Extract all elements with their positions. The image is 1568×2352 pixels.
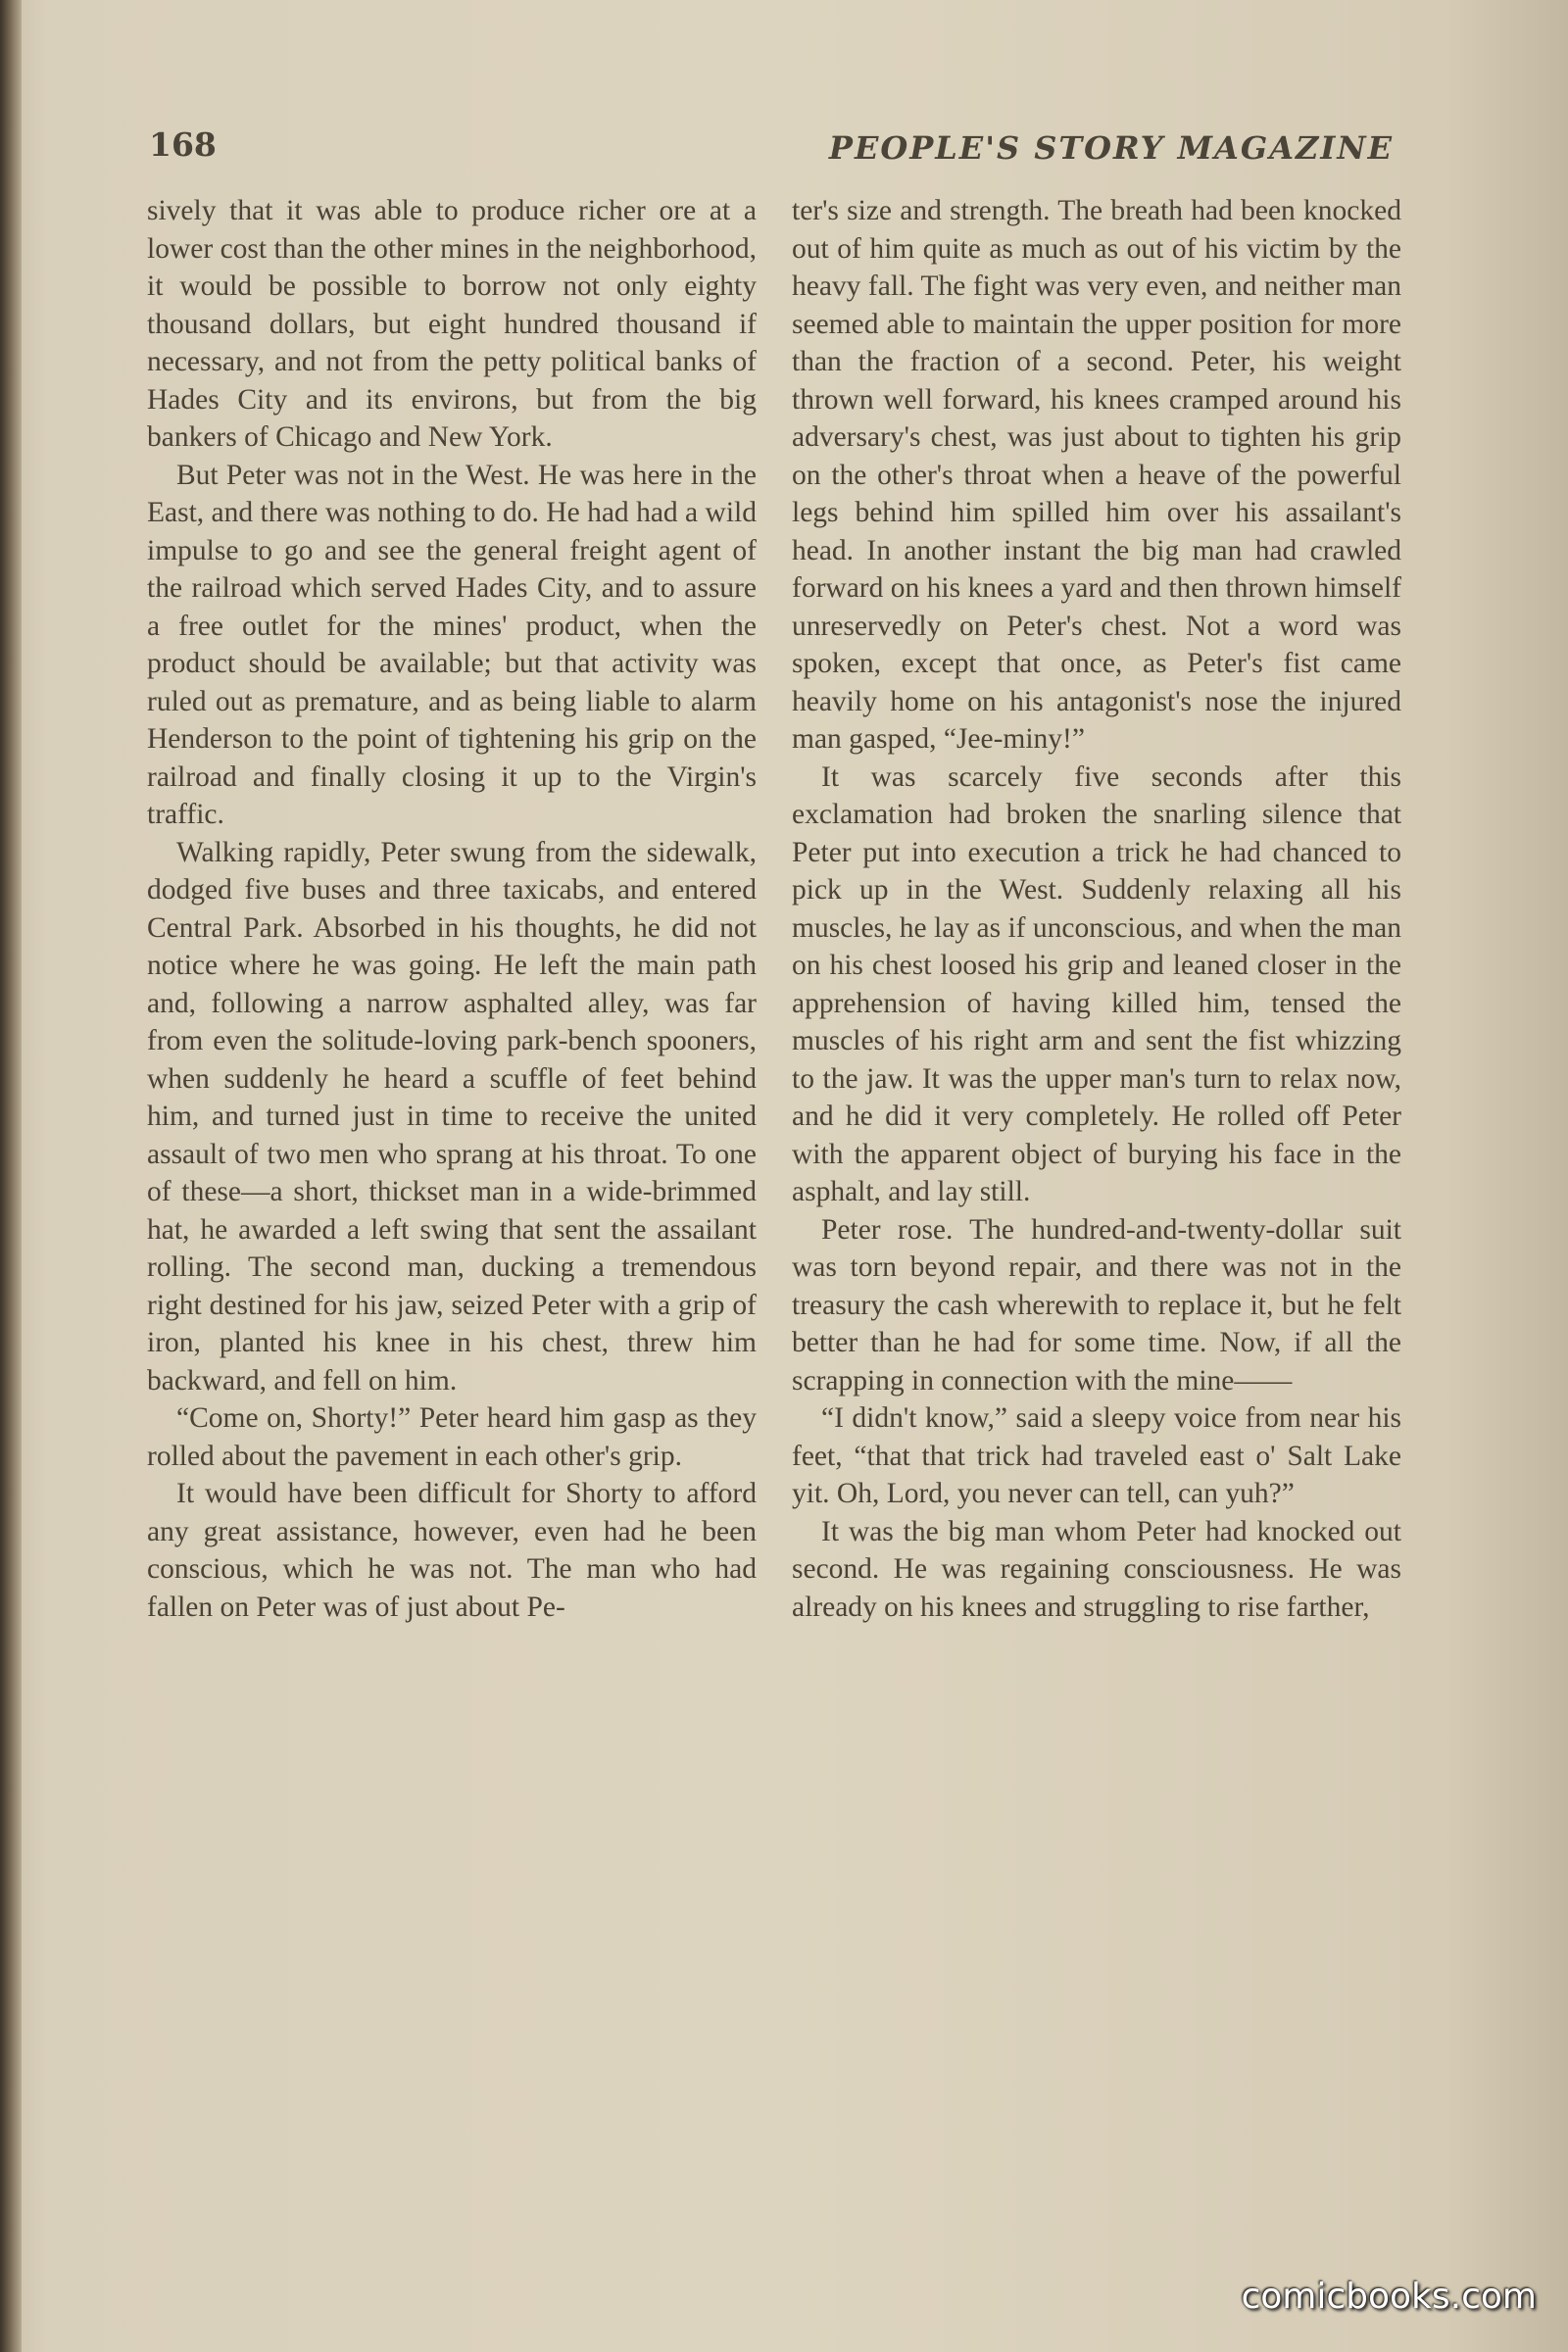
paragraph: It was scarcely five seconds after this exclamation had broken the snarling silence that Peter put into execution a trick he had chanced to pick up in the West. Suddenly relaxing all his muscles, he lay as if unconscious, and when the man on his chest loosed his grip and leaned closer in the apprehension of having killed him, tensed the muscles of his right arm and sent the fist whizzing to the jaw. It was the upper man's turn to relax now, and he did it very completely. He rolled off Peter with the apparent object of burying his face in the asphalt, and lay still. [792,760,1401,1207]
paragraph: sively that it was able to produce richer ore at a lower cost than the other mines in the neighborhood, it would be possible to borrow not only eighty thousand dollars, but eight hundred thousand if necessary, and not from the petty political banks of Hades City and its environs, but from the big bankers of Chicago and New York. [147,195,757,453]
paragraph: But Peter was not in the West. He was here in the East, and there was nothing to do. He had had a wild impulse to go and see the general freight agent of the railroad which served Hades City, and to assure a free outlet for the mines' product, when the product should be available; but that activity was ruled out as premature, and as being liable to alarm Henderson to the point of tightening his grip on the railroad and finally closing it up to the Virgin's traffic. [147,459,757,830]
left-text-column [147,192,757,1626]
page-binding-edge [0,0,22,2352]
running-head: PEOPLE'S STORY MAGAZINE [828,129,1394,167]
paragraph: “I didn't know,” said a sleepy voice from near his feet, “that that trick had traveled east o' Salt Lake yit. Oh, Lord, you never can tell, can yuh?” [792,1402,1401,1509]
page-number: 168 [149,125,217,164]
paragraph: “Come on, Shorty!” Peter heard him gasp as they rolled about the pavement in each other's grip. [147,1402,757,1472]
paragraph: Walking rapidly, Peter swung from the sidewalk, dodged five buses and three taxicabs, and entered Central Park. Absorbed in his thoughts, he did not notice where he was going. He left the main path and, following a narrow asphalted alley, was far from even the solitude-loving park-bench spooners, when suddenly he heard a scuffle of feet behind him, and turned just in time to receive the united assault of two men who sprang at his throat. To one of these—a short, thickset man in a wide-brimmed hat, he awarded a left swing that sent the assailant rolling. The second man, ducking a tremendous right destined for his jaw, seized Peter with a grip of iron, planted his knee in his chest, threw him backward, and fell on him. [147,836,757,1396]
paragraph: Peter rose. The hundred-and-twenty-dollar suit was torn beyond repair, and there was not in the treasury the cash wherewith to replace it, but he felt better than he had for some time. Now, if all the scrapping in connection with the mine—— [792,1213,1401,1396]
paragraph: It was the big man whom Peter had knocked out second. He was regaining consciousness. He was already on his knees and struggling to rise farther, [792,1515,1401,1623]
paragraph: It would have been difficult for Shorty to afford any great assistance, however, even had he been conscious, which he was not. The man who had fallen on Peter was of just about Pe- [147,1478,757,1623]
watermark: comicbooks.com [1241,2277,1537,2317]
paragraph: ter's size and strength. The breath had been knocked out of him quite as much as out of his victim by the heavy fall. The fight was very even, and neither man seemed able to maintain the upper position for more than the fraction of a second. Peter, his weight thrown well forward, his knees cramped around his adversary's chest, was just about to tighten his grip on the other's throat when a heave of the powerful legs behind him spilled him over his assailant's head. In another instant the big man had crawled forward on his knees a yard and then thrown himself unreservedly on Peter's chest. Not a word was spoken, except that once, as Peter's fist came heavily home on his antagonist's nose the injured man gasped, “Jee-miny!” [792,195,1401,755]
right-text-column [792,192,1401,1626]
